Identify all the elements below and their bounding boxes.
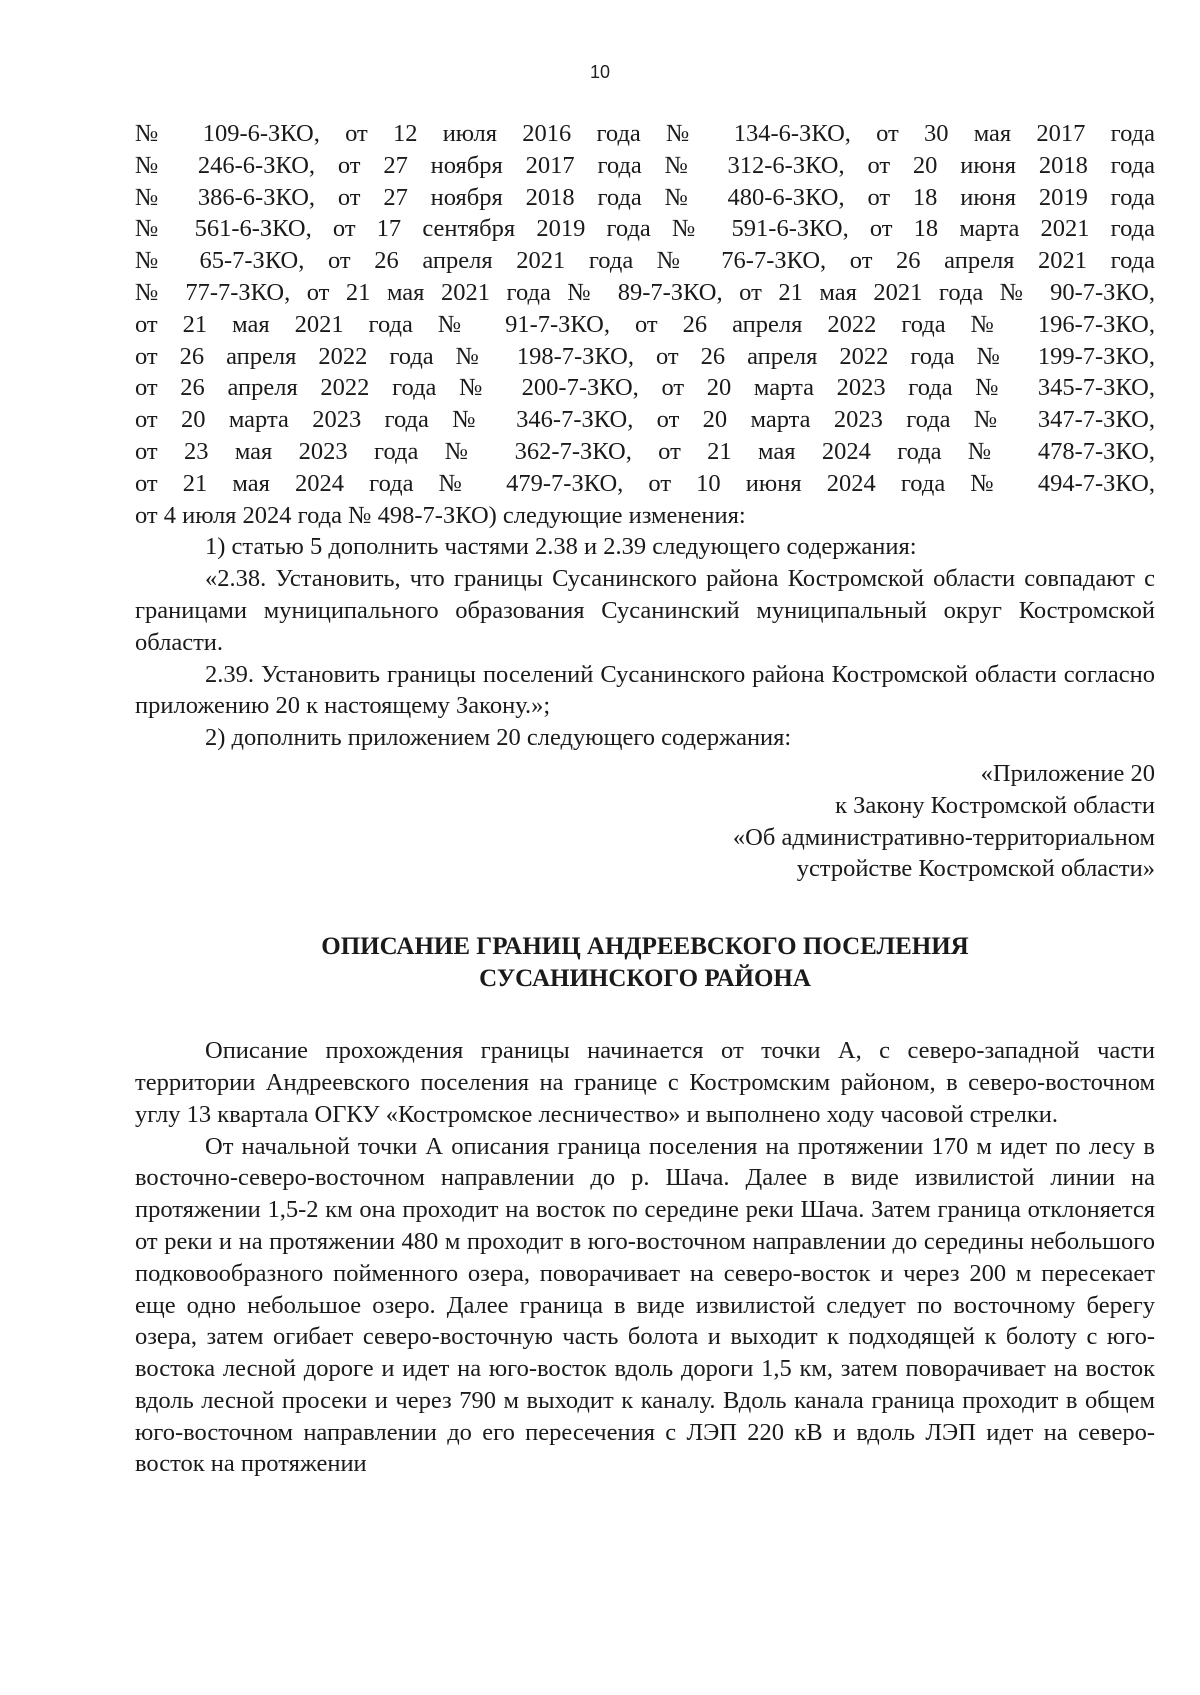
description-paragraph-1: Описание прохождения границы начинается от точки А, с северо-западной части территории Андреевского поселения на границе с Костромским районом, в северо-восточном углу 13 квартала ОГКУ «Костромское лесничество» и выполнено ходу часовой стрелки. (135, 1037, 1155, 1128)
text-line: № 77-7-ЗКО, от 21 мая 2021 года № 89-7-ЗКО, от 21 мая 2021 года № 90-7-ЗКО, (135, 278, 1155, 306)
text-line: № 65-7-ЗКО, от 26 апреля 2021 года № 76-7-ЗКО, от 26 апреля 2021 года (135, 247, 1155, 275)
description-paragraph-2: От начальной точки А описания граница поселения на протяжении 170 м идет по лесу в восточно-северо-восточном направлении до р. Шача. Далее в виде извилистой линии на протяжении 1,5-2 км она проходит на восток по середине реки Шача. Затем граница отклоняется от реки и на протяжении 480 м проходит в юго-восточном направлении до середины небольшого подковообразного пойменного озера, поворачивает на северо-восток и через 200 м пересекает еще одно небольшое озеро. Далее граница в виде извилистой следует по восточному берегу озера, затем огибает северо-восточную часть болота и выходит к подходящей к болоту с юго-востока лесной дороге и идет на юго-восток вдоль дороги 1,5 км, затем поворачивает на восток вдоль лесной просеки и через 790 м выходит к каналу. Вдоль канала граница проходит в общем юго-восточном направлении до его пересечения с ЛЭП 220 кВ и вдоль ЛЭП идет на северо-восток на протяжении (135, 1132, 1155, 1478)
paragraph-2-38: «2.38. Установить, что границы Сусанинского района Костромской области совпадают с границами муниципального образования Сусанинский муниципальный округ Костромской области. (135, 565, 1155, 656)
text-line: № 561-6-ЗКО, от 17 сентября 2019 года № 591-6-ЗКО, от 18 марта 2021 года (135, 215, 1155, 243)
appendix-line: устройстве Костромской области» (796, 855, 1155, 883)
amendment-item-2: 2) дополнить приложением 20 следующего содержания: (205, 724, 792, 752)
paragraph-2-39: 2.39. Установить границы поселений Сусанинского района Костромской области согласно приложению 20 к настоящему Закону.»; (135, 660, 1155, 720)
text-line: от 26 апреля 2022 года № 200-7-ЗКО, от 20 марта 2023 года № 345-7-ЗКО, (135, 374, 1155, 402)
appendix-header (135, 758, 1155, 885)
text-line: № 246-6-ЗКО, от 27 ноября 2017 года № 312-6-ЗКО, от 20 июня 2018 года (135, 151, 1155, 179)
heading-line: СУСАНИНСКОГО РАЙОНА (479, 965, 811, 993)
document-body (135, 118, 1155, 1480)
amendment-item-1: 1) статью 5 дополнить частями 2.38 и 2.39 следующего содержания: (205, 533, 917, 561)
text-line: от 21 мая 2024 года № 479-7-ЗКО, от 10 июня 2024 года № 494-7-ЗКО, (135, 469, 1155, 497)
appendix-line: «Об административно-территориальном (732, 823, 1155, 851)
text-line: № 109-6-ЗКО, от 12 июля 2016 года № 134-6-ЗКО, от 30 мая 2017 года (135, 120, 1155, 147)
text-line: от 26 апреля 2022 года № 198-7-ЗКО, от 26 апреля 2022 года № 199-7-ЗКО, (135, 342, 1155, 370)
appendix-line: к Закону Костромской области (835, 791, 1155, 819)
text-line: № 386-6-ЗКО, от 27 ноября 2018 года № 480-6-ЗКО, от 18 июня 2019 года (135, 183, 1155, 211)
appendix-line: «Приложение 20 (980, 759, 1155, 787)
heading-line: ОПИСАНИЕ ГРАНИЦ АНДРЕЕВСКОГО ПОСЕЛЕНИЯ (321, 933, 969, 961)
text-line: от 23 мая 2023 года № 362-7-ЗКО, от 21 мая 2024 года № 478-7-ЗКО, (135, 437, 1155, 465)
text-line: от 20 марта 2023 года № 346-7-ЗКО, от 20 марта 2023 года № 347-7-ЗКО, (135, 406, 1155, 434)
text-line: от 21 мая 2021 года № 91-7-ЗКО, от 26 апреля 2022 года № 196-7-ЗКО, (135, 310, 1155, 338)
text-line: от 4 июля 2024 года № 498-7-ЗКО) следующие изменения: (135, 501, 746, 529)
page-number: 10 (589, 62, 611, 82)
amendment-references (135, 118, 1155, 531)
section-heading (135, 931, 1155, 995)
